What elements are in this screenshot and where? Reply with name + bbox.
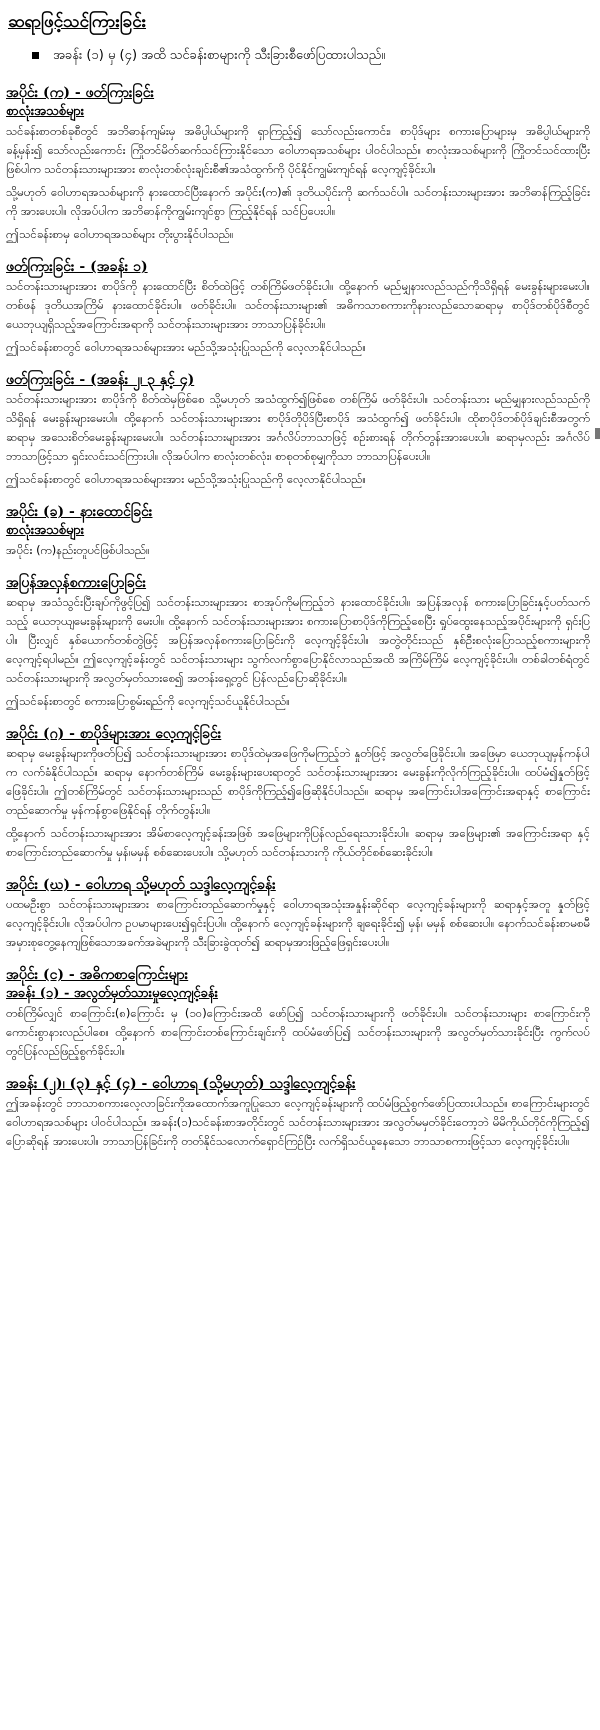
section-heading: အပိုင်း (ဃ) - ဝေါဟာရ သို့မဟုတ် သဒ္ဒါလေ့ကျင့်ခန်း	[6, 877, 276, 893]
sections-container	[6, 84, 590, 1151]
scroll-marker	[595, 428, 600, 439]
section-paragraph: ပထမဦးစွာ သင်တန်းသားများအား စာကြောင်းတည်ဆောက်မှုနှင့် ဝေါဟာရအသုံးအနှုန်းဆိုင်ရာ လေ့ကျင့်ခန်းများကို ဆရာနှင့်အတူ နှုတ်ဖြင့်လေ့ကျင့်ခိုင်းပါ။ လိုအပ်ပါက ဥပမာများပေး၍ရှင်းပြပါ။ ထို့နောက် လေ့ကျင့်ခန်းများကို ချရေးခိုင်း၍ မှန်၊ မမှန် စစ်ဆေးပါ။ နောက်သင်ခန်းစာမစမီ အမှားစုတွေ့နေကျဖြစ်သောအခက်အခဲများကို သီးခြားခွဲထုတ်၍ ဆရာမှအားဖြည့်ဖြေရှင်းပေးပါ။	[6, 897, 590, 949]
section-paragraph: ဤသင်ခန်းစာမှ ဝေါဟာရအသစ်များ တိုးပွားနိုင်ပါသည်။	[6, 227, 234, 241]
section	[6, 1075, 590, 1151]
section	[6, 966, 590, 1061]
section-subheading: စာလုံးအသစ်များ	[6, 523, 85, 538]
section-heading: အခန်း (၂)၊ (၃) နှင့် (၄) - ဝေါဟာရ (သို့မဟုတ်) သဒ္ဒါလေ့ကျင့်ခန်း	[6, 1076, 356, 1092]
section-paragraph: ဤသင်ခန်းစာတွင် ဝေါဟာရအသစ်များအား မည်သို့အသုံးပြုသည်ကို လေ့လာနိုင်ပါသည်။	[6, 472, 366, 486]
section	[6, 371, 590, 489]
section-paragraph: တစ်ကြိမ်လျှင် စာကြောင်း(၈)ကြောင်း မှ (၁၀)ကြောင်းအထိ ဖော်ပြ၍ သင်တန်းသားများကို ဖတ်ခိုင်းပါ။ သင်တန်းသားများ စာကြောင်းကို ကောင်းစွာနားလည်ပါစေ။ ထို့နောက် စာကြောင်းတစ်ကြောင်းချင်းကို ထပ်မံဖော်ပြ၍ သင်တန်းသားများကို အလွတ်မှတ်သားခိုင်းပြီး ကွက်လပ်တွင်ပြန်လည်ဖြည့်စွက်ခိုင်းပါ။	[6, 1006, 590, 1058]
section	[6, 258, 590, 357]
section-paragraph: ဤအခန်းတွင် ဘာသာစကားလေ့လာခြင်းကိုအထောက်အကူပြုသော လေ့ကျင့်ခန်းများကို ထပ်မံဖြည့်စွက်ဖော်ပြထားပါသည်။ စာကြောင်းများတွင် ဝေါဟာရအသစ်များ ပါဝင်ပါသည်။ အခန်း(၁)သင်ခန်းစာအတိုင်းတွင် သင်တန်းသားများအား အလွတ်မမှတ်ခိုင်းတော့ဘဲ မိမိကိုယ်တိုင်ကိုကြည့်၍ ပြောဆိုရန် အားပေးပါ။ ဘာသာပြန်ခြင်းကို တတ်နိုင်သလောက်ရှောင်ကြဉ်ပြီး လက်ရှိသင်ယူနေသော ဘာသာစကားဖြင့်သာ လေ့ကျင့်ခိုင်းပါ။	[6, 1096, 590, 1148]
section-subheading: အခန်း (၁) - အလွတ်မှတ်သားမှုလေ့ကျင့်ခန်း	[6, 986, 218, 1001]
section-heading: အပိုင်း (င) - အဓိကစာကြောင်းများ	[6, 967, 189, 983]
section-paragraph: ဤသင်ခန်းစာတွင် စကားပြောစွမ်းရည်ကို လေ့ကျင့်သင်ယူနိုင်ပါသည်။	[6, 694, 290, 708]
section	[6, 84, 590, 244]
section-paragraph: သင်ခန်းစာတစ်ခုစီတွင် အဘိဓာန်ကျမ်းမှ အဓိပ္ပါယ်များကို ရှာကြည့်၍ သော်လည်းကောင်း၊ စာပိုဒ်များ စကားပြောများမှ အဓိပ္ပါယ်များကို ခန့်မှန်း၍ သော်လည်းကောင်း ကြိုတင်မိတ်ဆက်သင်ကြားနိုင်သော ဝေါဟာရအသစ်များ ပါဝင်ပါသည်။ စာလုံးအသစ်များကို ကြိုတင်သင်ထားပြီးဖြစ်ပါက သင်တန်းသားများအား စာလုံးတစ်လုံးချင်းစီ၏အသံထွက်ကို ပိုင်နိုင်ကျွမ်းကျင်ရန် လေ့ကျင့်ခိုင်းပါ။	[6, 124, 590, 176]
document-page	[6, 10, 590, 1165]
section-paragraph: သို့မဟုတ် ဝေါဟာရအသစ်များကို နားထောင်ပြီးနောက် အပိုင်း(က)၏ ဒုတိယပိုင်းကို ဆက်သင်ပါ။ သင်တန်းသားများအား အဘိဓာန်ကြည့်ခြင်းကို အားပေးပါ။ လိုအပ်ပါက အဘိဓာန်ကိုကျွမ်းကျင်စွာ ကြည့်နိုင်ရန် သင်ပြပေးပါ။	[6, 185, 590, 218]
section-paragraph: အပိုင်း (က)နည်းတူပင်ဖြစ်ပါသည်။	[6, 543, 150, 557]
square-bullet-icon	[32, 52, 39, 59]
section-paragraph: ဆရာမှ အသံသွင်းပြီးချပ်ကိုဖွင့်ပြ၍ သင်တန်းသားများအား စာအုပ်ကိုမကြည့်ဘဲ နားထောင်ခိုင်းပါ။ အပြန်အလှန် စကားပြောခြင်းနှင့်ပတ်သက်သည့် ယေဘုယျမေးခွန်းများကို မေးပါ။ ထို့နောက် သင်တန်းသားများအား စကားပြောစာပိုဒ်ကိုကြည့်စေပြီး ရှုပ်ထွေးနေသည့်အပိုင်းများကို ရှင်းပြပါ။ ပြီးလျှင် နှစ်ယောက်တစ်တွဲဖြင့် အပြန်အလှန်စကားပြောခြင်းကို လေ့ကျင့်ခိုင်းပါ။ အတွဲတိုင်းသည် နှစ်ဦးစလုံးပြောသည့်စကားများကို လေ့ကျင့်ရပါမည်။ ဤလေ့ကျင့်ခန်းတွင် သင်တန်းသားများ သွက်လက်စွာပြောနိုင်လာသည်အထိ အကြိမ်ကြိမ် လေ့ကျင့်ခိုင်းပါ။ တစ်ခါတစ်ရံတွင် သင်တန်းသားများကို အလွတ်မှတ်သားစေ၍ အတန်းရှေ့တွင် ပြန်လည်ပြောဆိုခိုင်းပါ။	[6, 595, 590, 685]
section-heading: အပိုင်း (က) - ဖတ်ကြားခြင်း	[6, 85, 155, 101]
section-heading: အပြန်အလှန်စကားပြောခြင်း	[6, 575, 147, 591]
section-heading: အပိုင်း (ခ) - နားထောင်ခြင်း	[6, 504, 153, 520]
section-paragraph: ထို့နောက် သင်တန်းသားများအား အိမ်စာလေ့ကျင့်ခန်းအဖြစ် အဖြေများကိုပြန်လည်ရေးသားခိုင်းပါ။ ဆရာမှ အဖြေများ၏ အကြောင်းအရာ နှင့် စာကြောင်းတည်ဆောက်မှု မှန်၊မမှန် စစ်ဆေးပေးပါ။ သို့မဟုတ် သင်တန်းသားကို ကိုယ်တိုင်စစ်ဆေးခိုင်းပါ။	[6, 826, 590, 859]
section-paragraph: ဤသင်ခန်းစာတွင် ဝေါဟာရအသစ်များအား မည်သို့အသုံးပြုသည်ကို လေ့လာနိုင်ပါသည်။	[6, 340, 366, 354]
intro-note-text: အခန်း (၁) မှ (၄) အထိ သင်ခန်းစာများကို သီးခြားစီဖော်ပြထားပါသည်။	[53, 48, 386, 63]
section-paragraph: ဆရာမှ မေးခွန်းများကိုဖတ်ပြ၍ သင်တန်းသားများအား စာပိုဒ်ထဲမှအဖြေကိုမကြည့်ဘဲ နှုတ်ဖြင့် အလွတ်ဖြေခိုင်းပါ။ အဖြေမှာ ယေဘုယျမှန်ကန်ပါက လက်ခံနိုင်ပါသည်။ ဆရာမှ နောက်တစ်ကြိမ် မေးခွန်းများပေးရာတွင် သင်တန်းသားများအား မေးခွန်းကိုလိုက်ကြည့်ခိုင်းပါ။ ထပ်မံ၍နှုတ်ဖြင့် ဖြေခိုင်းပါ။ ဤတစ်ကြိမ်တွင် သင်တန်းသားများသည် စာပိုဒ်ကိုကြည့်၍ဖြေဆိုနိုင်ပါသည်။ ဆရာမှ အကြောင်းပါအကြောင်းအရာနှင့် စာကြောင်းတည်ဆောက်မှု မှန်ကန်စွာဖြေနိုင်ရန် တိုက်တွန်းပါ။	[6, 746, 590, 817]
section-paragraph: သင်တန်းသားများအား စာပိုဒ်ကို စိတ်ထဲမှဖြစ်စေ သို့မဟုတ် အသံထွက်၍ဖြစ်စေ တစ်ကြိမ် ဖတ်ခိုင်းပါ။ သင်တန်းသား မည်မျှနားလည်သည်ကိုသိရှိရန် မေးခွန်းများမေးပါ။ ထို့နောက် သင်တန်းသားများအား စာပိုဒ်တိုပိုဒ်ပြီးစာပိုဒ် အသံထွက်၍ ဖတ်ခိုင်းပါ။ ထိုစာပိုဒ်တစ်ပိုဒ်ချင်းစီအတွက် ဆရာမှ အသေးစိတ်မေးခွန်းများမေးပါ။ သင်တန်းသားများအား အင်္ဂလိပ်ဘာသာဖြင့် စဉ်းစားရန် တိုက်တွန်းအားပေးပါ။ ဆရာမှလည်း အင်္ဂလိပ်ဘာသာဖြင့်သာ ရှင်းလင်းသင်ကြားပါ။ လိုအပ်ပါက စာလုံးတစ်လုံး၊ စာစုတစ်စုမျှကိုသာ ဘာသာပြန်ပေးပါ။	[6, 392, 590, 463]
section-heading: ဖတ်ကြားခြင်း - (အခန်း ၂၊ ၃ နှင့် ၄)	[6, 372, 195, 388]
section-paragraph: သင်တန်းသားများအား စာပိုဒ်ကို နားထောင်ပြီး စိတ်ထဲဖြင့် တစ်ကြိမ်ဖတ်ခိုင်းပါ။ ထို့နောက် မည်မျှနားလည်သည်ကိုသိရှိရန် မေးခွန်းများမေးပါ။ တစ်ဖန် ဒုတိယအကြိမ် နားထောင်ခိုင်းပါ။ ဖတ်ခိုင်းပါ။ သင်တန်းသားများ၏ အဓိကသာစကားကိုနားလည်သောဆရာမှ စာပိုဒ်တစ်ပိုဒ်စီတွင် ယေဘုယျရှိသည့်အကြောင်းအရာကို သင်တန်းသားများအား ဘာသာပြန်ခိုင်းပါ။	[6, 279, 590, 331]
section-subheading: စာလုံးအသစ်များ	[6, 104, 85, 119]
section	[6, 503, 590, 560]
section-heading: ဖတ်ကြားခြင်း - (အခန်း ၁)	[6, 259, 148, 275]
section	[6, 876, 590, 952]
section-heading: အပိုင်း (ဂ) - စာပိုဒ်များအား လေ့ကျင့်ခြင်း	[6, 726, 222, 742]
section	[6, 725, 590, 862]
section	[6, 574, 590, 711]
document-title: ဆရာဖြင့်သင်ကြားခြင်း	[8, 12, 147, 32]
intro-note	[32, 46, 590, 66]
